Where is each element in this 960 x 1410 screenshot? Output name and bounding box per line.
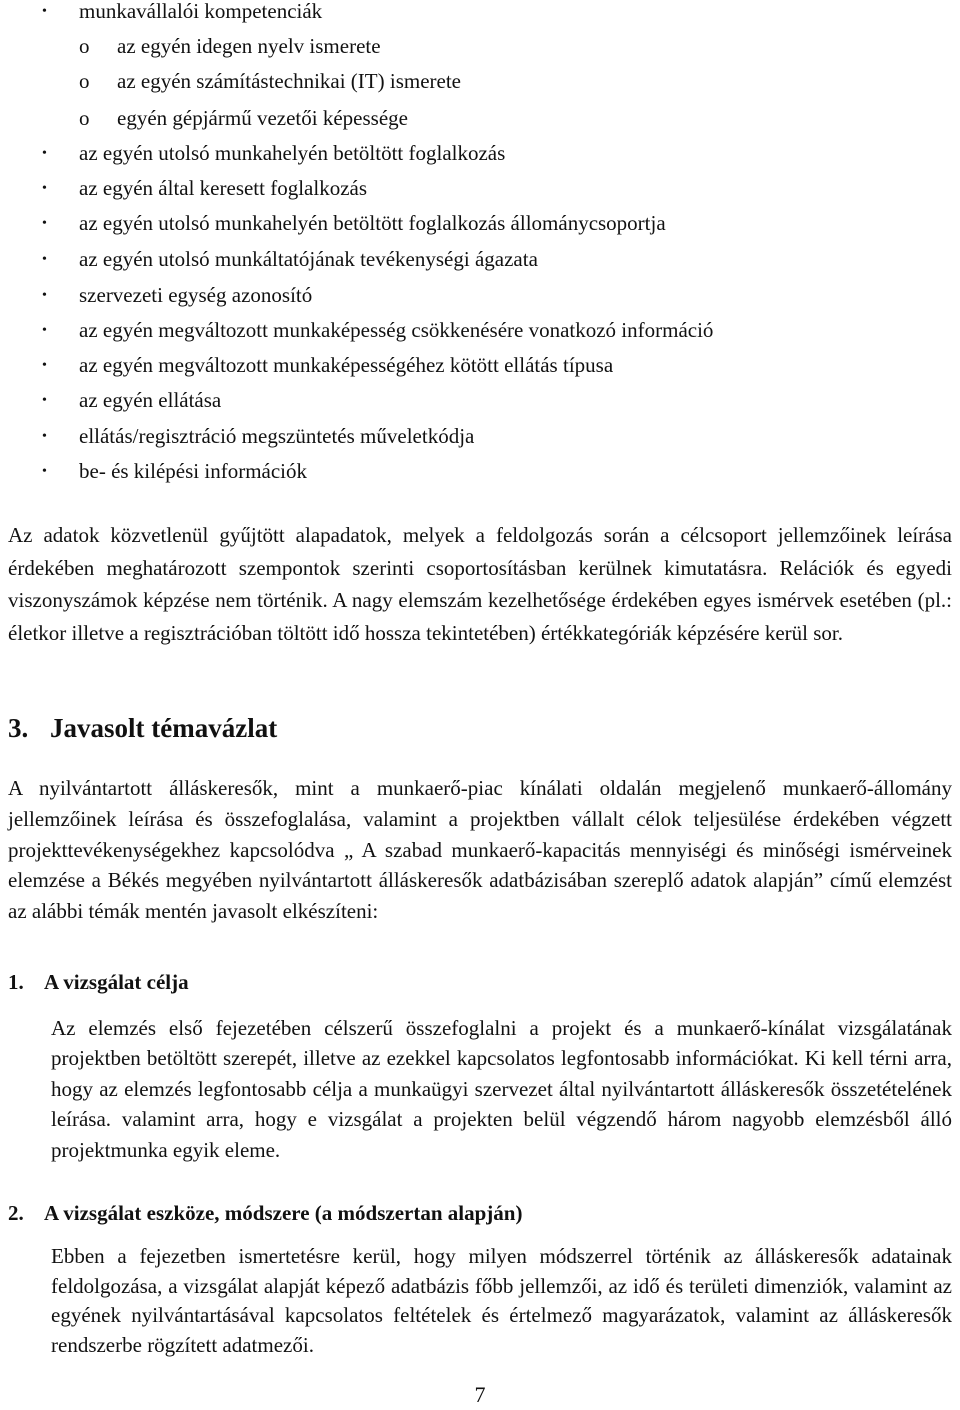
subsection-heading bbox=[8, 1201, 522, 1226]
bullet-marker: • bbox=[42, 429, 47, 444]
bullet-marker: • bbox=[42, 358, 47, 373]
subsection-title: A vizsgálat célja bbox=[44, 970, 189, 994]
list-item-text: be- és kilépési információk bbox=[79, 459, 308, 483]
bullet-marker: • bbox=[42, 216, 47, 231]
sub-bullet-marker: o bbox=[79, 34, 90, 58]
list-item bbox=[0, 242, 960, 277]
list-item-text: az egyén megváltozott munkaképesség csökkenésére vonatkozó információ bbox=[79, 318, 714, 342]
list-item-text: az egyén által keresett foglalkozás bbox=[79, 176, 368, 200]
list-item bbox=[0, 278, 960, 313]
list-item-text: az egyén utolsó munkahelyén betöltött foglalkozás bbox=[79, 141, 506, 165]
subsection-text: Ebben a fejezetben ismertetésre kerül, hogy milyen módszerrel történik az álláskeresők adatainak feldolgozása, a vizsgálat alapját képező adatbázis főbb jellemzői, az idő és területi dimenziók, valamint az egyének nyilvántartásával kapcsolatos feltételek és értelmező magyarázatok, valamint az álláskeresők rendszerbe rögzített adatmezői. bbox=[51, 1244, 952, 1357]
bullet-marker: • bbox=[42, 464, 47, 479]
list-item bbox=[0, 419, 960, 454]
sub-bullet-marker: o bbox=[79, 106, 90, 130]
list-item-text: szervezeti egység azonosító bbox=[79, 283, 313, 307]
bullet-marker: • bbox=[42, 146, 47, 161]
list-item-text: az egyén számítástechnikai (IT) ismerete bbox=[117, 69, 461, 93]
subsection-heading bbox=[8, 970, 189, 995]
list-sub-item bbox=[0, 64, 960, 99]
list-item-text: az egyén utolsó munkahelyén betöltött foglalkozás állománycsoportja bbox=[79, 211, 666, 235]
list-item bbox=[0, 383, 960, 418]
list-item bbox=[0, 206, 960, 241]
paragraph-data-collection: Az adatok közvetlenül gyűjtött alapadatok, melyek a feldolgozás során a célcsoport jellemzőinek leírása érdekében meghatározott szempontok szerinti csoportosításban kerülnek kimutatásra. Relációk és egyedi viszonyszámok képzése nem történik. A nagy elemszám kezelhetősége érdekében egyes ismérvek esetében (pl.: életkor illetve a regisztrációban töltött idő hossza tekintetében) értékkategóriák képzésére kerül sor. bbox=[8, 523, 952, 645]
subsection-title: A vizsgálat eszköze, módszere (a módszertan alapján) bbox=[44, 1201, 523, 1225]
list-item-text: az egyén ellátása bbox=[79, 388, 222, 412]
bullet-marker: • bbox=[42, 252, 47, 267]
subsection-text: Az elemzés első fejezetében célszerű összefoglalni a projekt és a munkaerő-kínálat vizsgálatának projektben betöltött szerepét, illetve az ezekkel kapcsolatos legfontosabb információkat. Ki kell térni arra, hogy az elemzés legfontosabb célja a munkaügyi szervezet által nyilvántartott álláskeresők összetételének leírása. valamint arra, hogy e vizsgálat a projekten belül végzendő három nagyobb elemzésből álló projektmunka egyik eleme. bbox=[51, 1016, 952, 1162]
bullet-marker: • bbox=[42, 4, 47, 19]
subsection-number: 1. bbox=[8, 970, 24, 994]
list-item bbox=[0, 454, 960, 489]
list-item-text: az egyén utolsó munkáltatójának tevékenységi ágazata bbox=[79, 247, 538, 271]
list-item bbox=[0, 348, 960, 383]
list-item-text: ellátás/regisztráció megszüntetés műveletkódja bbox=[79, 424, 475, 448]
list-item-text: az egyén idegen nyelv ismerete bbox=[117, 34, 381, 58]
page-number: 7 bbox=[474, 1382, 486, 1407]
list-sub-item bbox=[0, 29, 960, 64]
bullet-marker: • bbox=[42, 181, 47, 196]
section-heading bbox=[8, 713, 277, 744]
section-title: Javasolt témavázlat bbox=[50, 713, 278, 743]
section-number: 3. bbox=[8, 713, 29, 743]
subsection-number: 2. bbox=[8, 1201, 24, 1225]
bullet-marker: • bbox=[42, 393, 47, 408]
list-item bbox=[0, 136, 960, 171]
bullet-marker: • bbox=[42, 288, 47, 303]
list-item-text: az egyén megváltozott munkaképességéhez kötött ellátás típusa bbox=[79, 353, 614, 377]
sub-bullet-marker: o bbox=[79, 69, 90, 93]
list-item bbox=[0, 0, 960, 29]
bullet-marker: • bbox=[42, 323, 47, 338]
list-item-text: egyén gépjármű vezetői képessége bbox=[117, 106, 408, 130]
list-item bbox=[0, 313, 960, 348]
paragraph-outline: A nyilvántartott álláskeresők, mint a munkaerő-piac kínálati oldalán megjelenő munkaerő-állomány jellemzőinek leírása és összefoglalása, valamint a projektben vállalt célok teljesülése érdekében végzett projekttevékenységekhez kapcsolódva „ A szabad munkaerő-kapacitás mennyiségi és minőségi ismérveinek elemzése a Békés megyében nyilvántartott álláskeresők adatbázisában szereplő adatok alapján” című elemzést az alábbi témák mentén javasolt elkészíteni: bbox=[8, 776, 952, 924]
list-item bbox=[0, 171, 960, 206]
list-item-text: munkavállalói kompetenciák bbox=[79, 0, 323, 23]
list-sub-item bbox=[0, 101, 960, 136]
